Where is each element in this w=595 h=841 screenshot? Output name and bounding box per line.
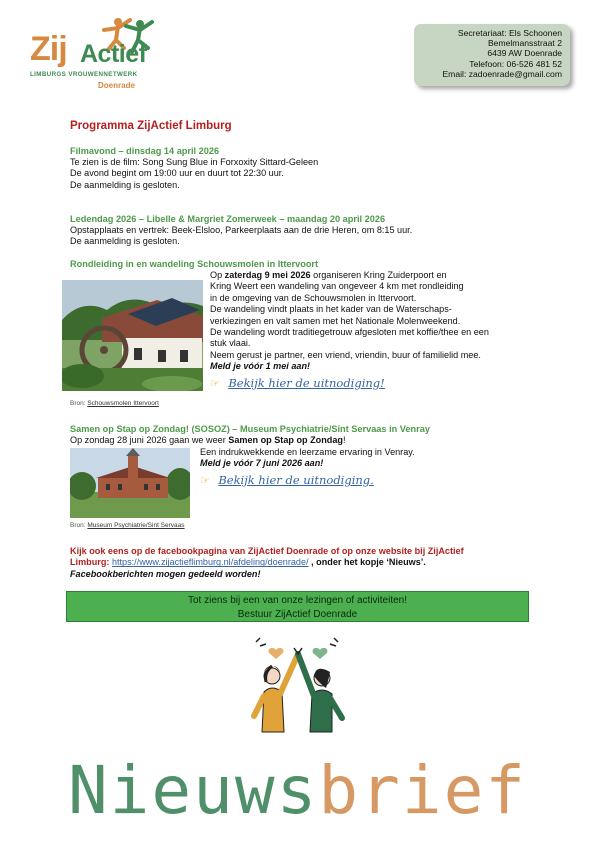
masthead-part-1: Nieuws <box>67 752 319 829</box>
molen-line-8: Neem gerust je partner, een vriend, vriendin, buur of familielid mee. <box>210 349 481 360</box>
sosoz-source-link[interactable]: Museum Psychiatrie/Sint Servaas <box>87 522 185 529</box>
closing-line-1: Tot ziens bij een van onze lezingen of activiteiten! <box>187 595 408 606</box>
contact-secretary: Secretariaat: Els Schoonen <box>457 28 562 38</box>
film-heading: Filmavond – dinsdag 14 april 2026 <box>70 146 220 156</box>
ledendag-line-1: Opstapplaats en vertrek: Beek-Elsloo, Parkeerplaats aan de drie Heren, om 8:15 uur. <box>70 225 413 235</box>
molen-line-4: De wandeling vindt plaats in het kader van de Waterschaps- <box>210 304 452 315</box>
molen-invite <box>210 374 385 392</box>
molen-source-label: Bron: <box>70 400 88 407</box>
facebook-line-2a: Limburg: <box>70 557 112 568</box>
sosoz-line-2: Een indrukwekkende en leerzame ervaring in Venray. <box>200 447 415 457</box>
facebook-line-2b: , onder het kopje ‘Nieuws’. <box>308 557 426 568</box>
logo-word-actief: Actief <box>80 40 147 68</box>
molen-heading: Rondleiding in en wandeling Schouwsmolen in Ittervoort <box>70 259 319 269</box>
contact-postcode: 6439 AW Doenrade <box>487 48 562 59</box>
ledendag-line-2: De aanmelding is gesloten. <box>70 236 180 247</box>
molen-line-1c: organiseren Kring Zuiderpoort en <box>310 270 447 280</box>
molen-text <box>210 270 489 373</box>
sosoz-source <box>70 522 185 529</box>
masthead-part-2: brief <box>318 752 528 829</box>
film-line-1: Te zien is de film: Song Sung Blue in Forxoxity Sittard-Geleen <box>70 157 319 167</box>
sosoz-invite <box>200 471 374 489</box>
film-line-2: De avond begint om 19:00 uur en duurt tot 22:30 uur. <box>70 168 284 179</box>
molen-line-1a: Op <box>210 270 225 280</box>
sosoz-source-label: Bron: <box>70 522 88 529</box>
film-text <box>70 157 318 191</box>
logo-word-zij: Zij <box>30 30 67 68</box>
molen-date: zaterdag 9 mei 2026 <box>224 270 311 280</box>
molen-line-2: Kring Weert een wandeling van ongeveer 4 km met rondleiding <box>210 281 464 292</box>
closing-banner <box>66 591 529 622</box>
logo-location: Doenrade <box>98 81 135 90</box>
sosoz-line-1c: ! <box>342 435 346 445</box>
facebook-line-2 <box>70 557 540 568</box>
watermill-photo <box>62 280 203 391</box>
facebook-line-1: Kijk ook eens op de facebookpagina van ZijActief Doenrade of op onze website bij ZijActief <box>70 546 464 556</box>
molen-line-5: verkiezingen en valt samen met het Nationale Molenweekend. <box>210 315 461 326</box>
contact-street: Bemelmansstraat 2 <box>487 38 562 49</box>
closing-line-2: Bestuur ZijActief Doenrade <box>237 609 358 620</box>
sosoz-line-1a: Op zondag 28 juni 2026 gaan we weer <box>70 435 229 445</box>
website-link[interactable]: https://www.zijactieflimburg.nl/afdeling/doenrade/ <box>111 557 309 568</box>
molen-invite-link[interactable]: Bekijk hier de uitnodiging! <box>228 376 385 390</box>
page-title: Programma ZijActief Limburg <box>70 120 232 132</box>
sosoz-heading: Samen op Stap op Zondag! (SOSOZ) – Museum Psychiatrie/Sint Servaas in Venray <box>70 424 430 434</box>
molen-line-1 <box>210 270 489 281</box>
molen-line-3: in de omgeving van de Schouwsmolen in Ittervoort. <box>210 292 417 303</box>
facebook-line-3: Facebookberichten mogen gedeeld worden! <box>70 568 261 579</box>
sosoz-invite-link[interactable]: Bekijk hier de uitnodiging. <box>218 473 374 487</box>
film-line-3: De aanmelding is gesloten. <box>70 179 180 190</box>
molen-source-link[interactable]: Schouwsmolen Ittervoort <box>87 400 159 407</box>
molen-line-7: stuk vlaai. <box>210 338 251 349</box>
high-five-illustration <box>242 636 354 749</box>
facebook-notice <box>70 546 540 580</box>
contact-phone: Telefoon: 06-526 481 52 <box>469 58 562 69</box>
contact-box <box>414 24 570 86</box>
sosoz-deadline: Meld je vóór 7 juni 2026 aan! <box>200 458 324 469</box>
pointing-hand-icon: ☞ <box>210 378 220 390</box>
ledendag-heading: Ledendag 2026 – Libelle & Margriet Zomerweek – maandag 20 april 2026 <box>70 214 386 224</box>
molen-line-6: De wandeling wordt traditiegetrouw afgesloten met koffie/thee en een <box>210 327 489 338</box>
museum-photo <box>70 448 190 518</box>
sosoz-text <box>200 447 415 470</box>
newsletter-masthead <box>0 752 595 829</box>
molen-deadline: Meld je vóór 1 mei aan! <box>210 361 311 372</box>
zijactief-logo <box>28 18 168 98</box>
logo-subtitle: LIMBURGS VROUWENNETWERK <box>30 71 138 78</box>
pointing-hand-icon: ☞ <box>200 475 210 487</box>
sosoz-line-1 <box>70 435 345 446</box>
ledendag-text <box>70 225 412 248</box>
sosoz-event-name: Samen op Stap op Zondag <box>228 435 343 445</box>
molen-source <box>70 400 159 407</box>
contact-email: Email: zadoenrade@gmail.com <box>442 68 562 79</box>
